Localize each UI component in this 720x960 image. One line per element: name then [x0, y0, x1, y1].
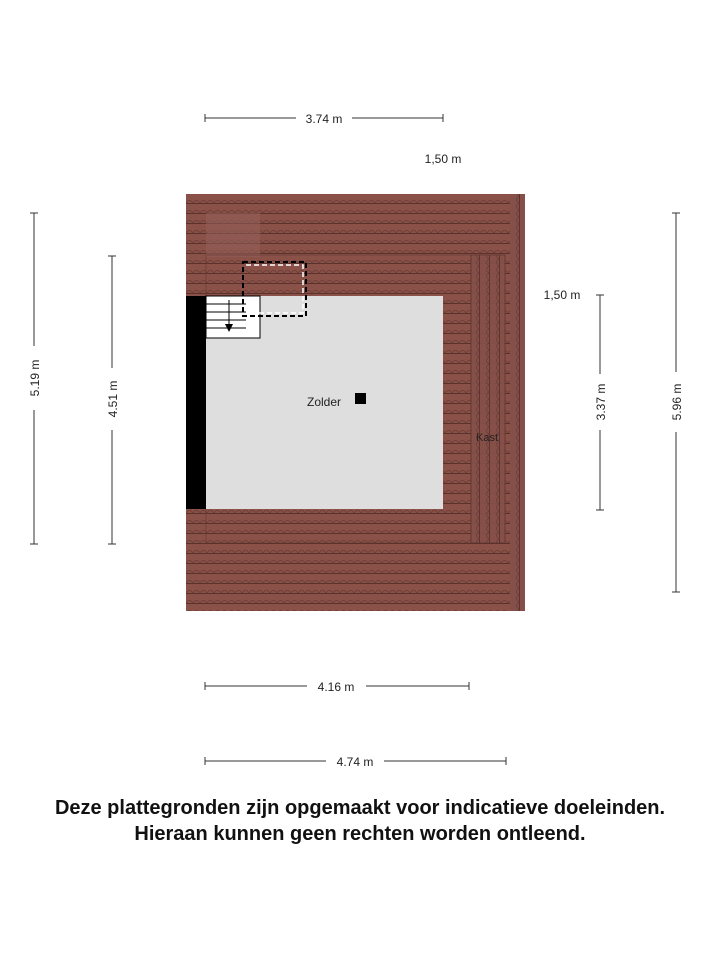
roof-dormer	[206, 213, 260, 257]
dimension-bottom-outer-label: 4.74 m	[336, 755, 374, 769]
dimension-left-inner	[106, 256, 120, 544]
dimension-right-offset-label: 1,50 m	[543, 288, 581, 302]
disclaimer-line-1: Deze plattegronden zijn opgemaakt voor indicatieve doeleinden.	[54, 797, 666, 819]
closet-area	[471, 255, 505, 543]
dimension-top	[205, 112, 443, 126]
roof-hatch-icon	[355, 393, 366, 404]
dimension-bottom-outer	[205, 755, 506, 769]
dimension-bottom-inner	[205, 680, 469, 694]
dimension-right-outer-label: 5.96 m	[670, 383, 684, 421]
dimension-left-outer-label: 5.19 m	[28, 359, 42, 397]
dimension-left-outer	[28, 213, 42, 544]
dimension-right-inner-label: 3.37 m	[594, 383, 608, 421]
dimension-left-inner-label: 4.51 m	[106, 380, 120, 418]
dimension-right-outer	[670, 213, 684, 592]
disclaimer-line-2: Hieraan kunnen geen rechten worden ontleend.	[134, 823, 586, 845]
dimension-top-offset-label: 1,50 m	[424, 152, 462, 166]
left-wall	[186, 296, 206, 509]
dimension-top-label: 3.74 m	[305, 112, 343, 126]
room-label-kast: Kast	[476, 432, 499, 444]
dimension-right-inner	[594, 295, 608, 510]
dimension-bottom-inner-label: 4.16 m	[317, 680, 355, 694]
roof-right-strip	[510, 194, 525, 611]
room-label-zolder: Zolder	[307, 395, 342, 409]
